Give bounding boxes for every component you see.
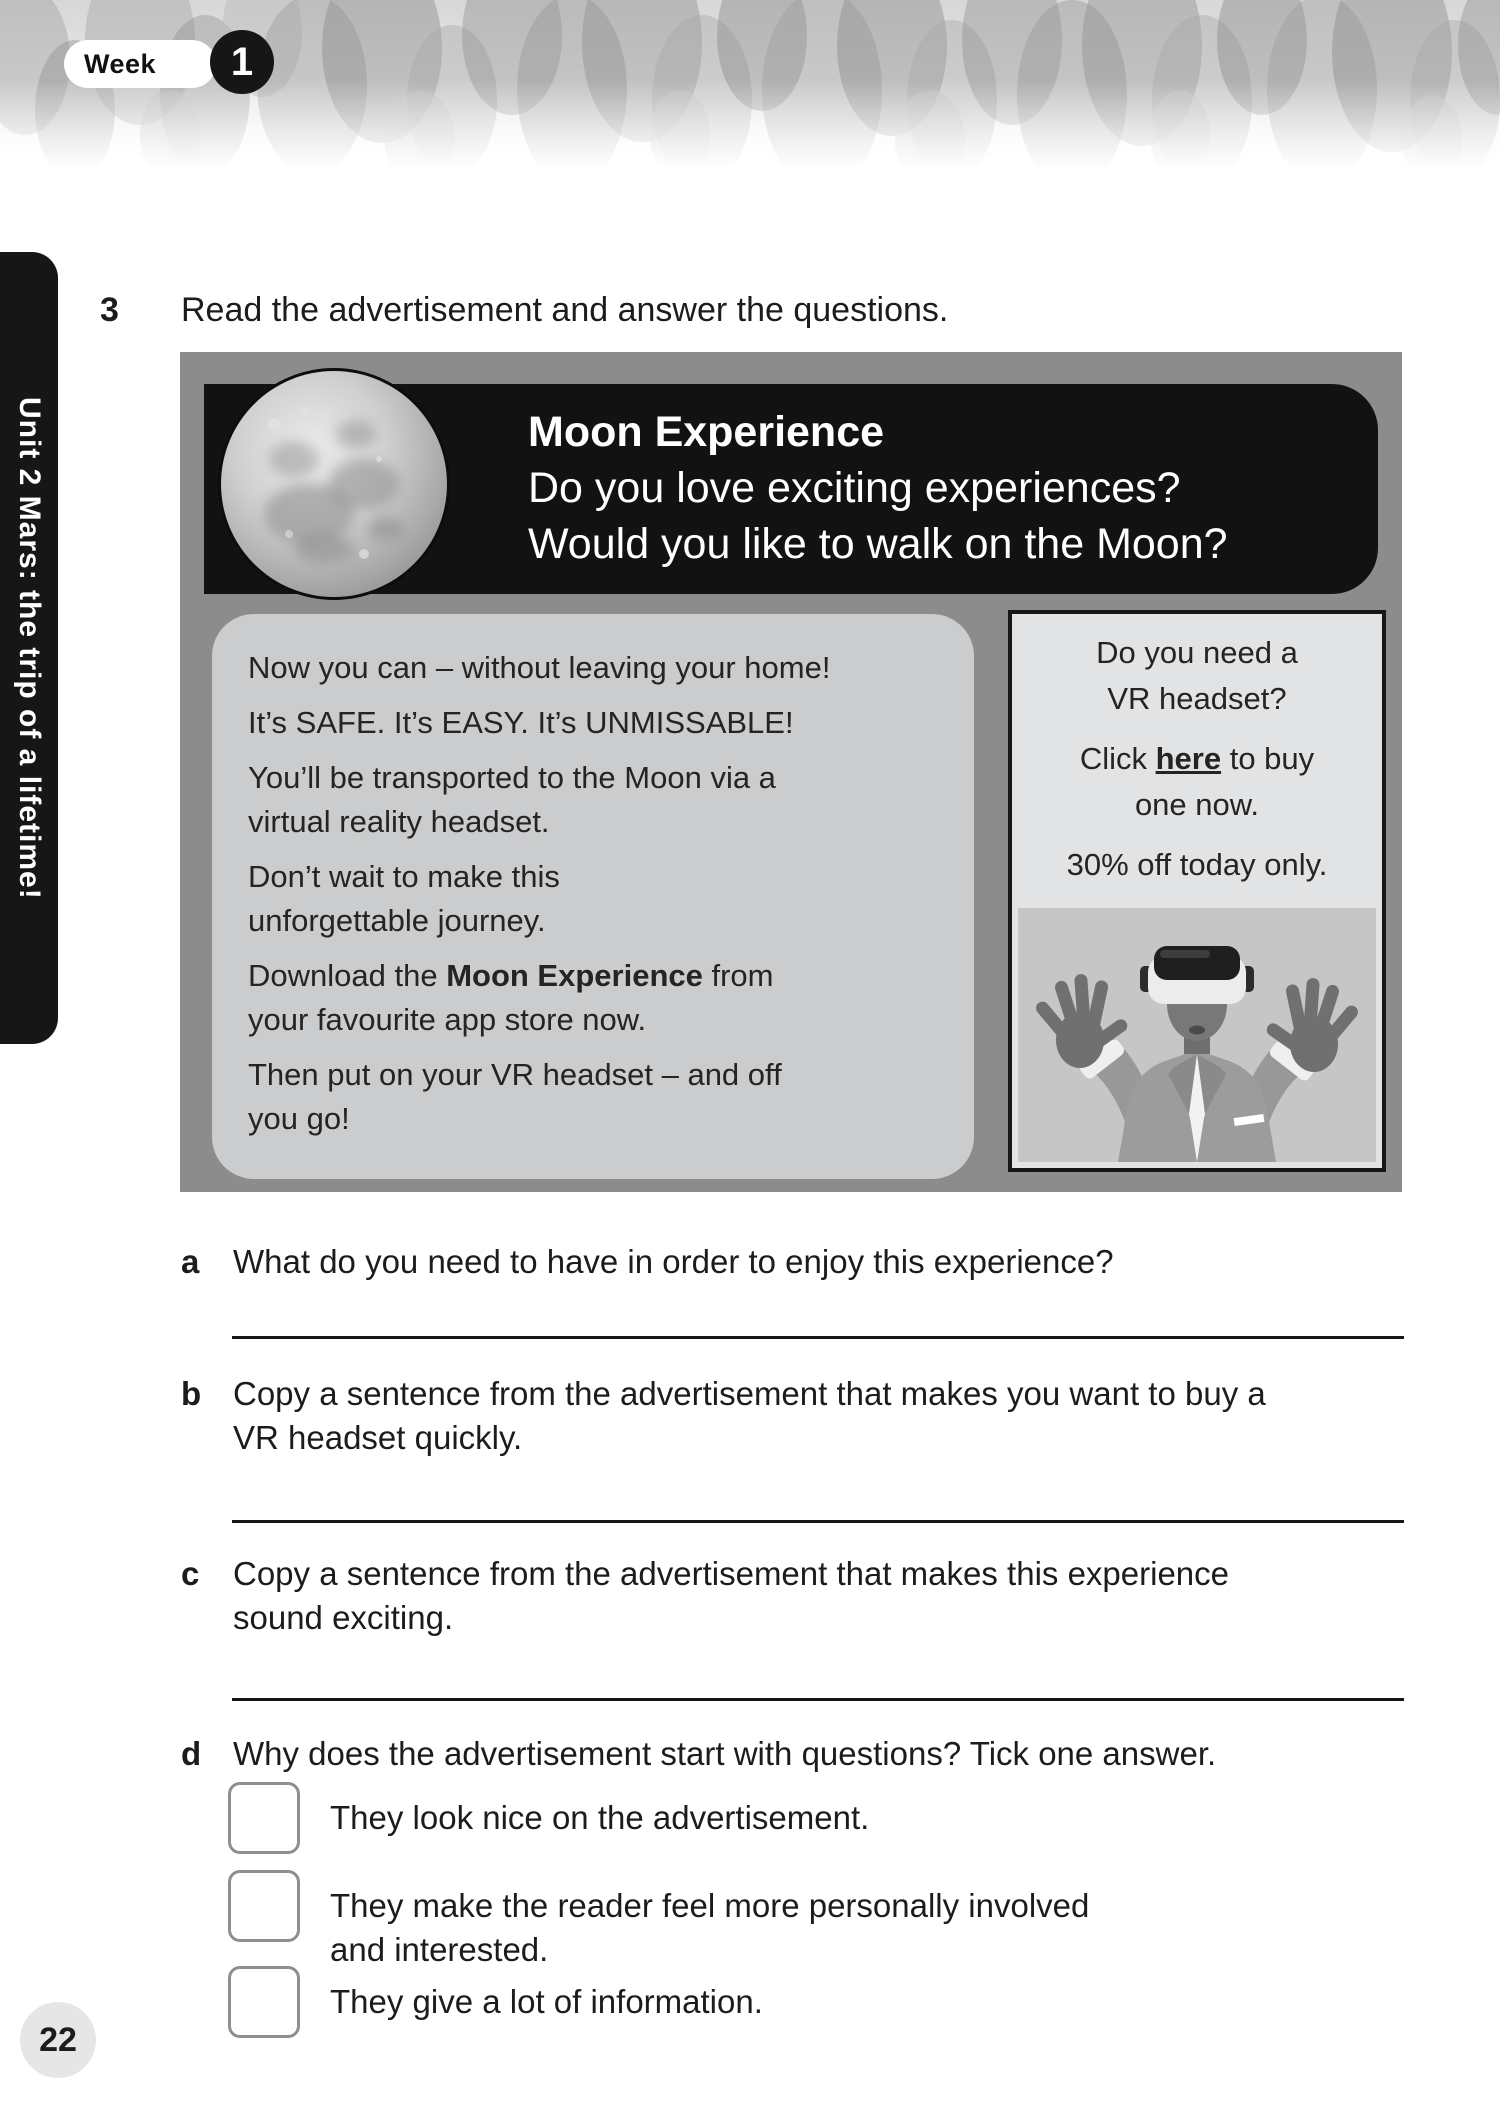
tick-option-2-text-line2: and interested. <box>330 1931 549 1968</box>
tick-option-2-text-line1: They make the reader feel more personally involved <box>330 1887 1090 1924</box>
ad-body-line: Then put on your VR headset – and off <box>248 1057 782 1092</box>
vr-offer-discount: 30% off today only. <box>1066 847 1328 882</box>
question-b-text-line2: VR headset quickly. <box>233 1419 523 1456</box>
exercise-instruction: Read the advertisement and answer the questions. <box>181 291 949 329</box>
ad-body-paragraph <box>248 855 944 943</box>
vr-headset-man-photo <box>1018 908 1376 1162</box>
unit-tab <box>0 252 58 1044</box>
question-a-text: What do you need to have in order to enjoy this experience? <box>233 1243 1114 1280</box>
answer-line-a[interactable] <box>232 1336 1404 1339</box>
tick-option-1 <box>228 1782 1380 1854</box>
app-name: Moon Experience <box>446 958 703 993</box>
question-a-label: a <box>181 1243 200 1280</box>
ad-body-line: your favourite app store now. <box>248 1002 647 1037</box>
question-b-label: b <box>181 1375 202 1412</box>
tick-option-1-text: They look nice on the advertisement. <box>330 1799 870 1836</box>
unit-tab-label: Unit 2 Mars: the trip of a lifetime! <box>13 396 46 900</box>
tick-option-2 <box>228 1870 1380 1972</box>
ad-body-line: Don’t wait to make this <box>248 859 560 894</box>
ad-body-line: It’s SAFE. It’s EASY. It’s UNMISSABLE! <box>248 705 794 740</box>
vr-offer-line <box>1012 736 1382 782</box>
question-d-label: d <box>181 1735 202 1772</box>
tick-option-3-text: They give a lot of information. <box>330 1983 763 2020</box>
ad-body-paragraph <box>248 756 944 844</box>
advertisement <box>180 352 1402 1192</box>
week-badge <box>64 30 254 96</box>
question-c-label: c <box>181 1555 200 1592</box>
header-banner <box>0 0 1500 170</box>
moon-photo <box>214 364 454 604</box>
ad-body-panel <box>212 614 974 1179</box>
vr-offer-line: one now. <box>1134 787 1260 822</box>
ad-body-line: from <box>702 958 774 993</box>
question-b-text-line1: Copy a sentence from the advertisement that makes you want to buy a <box>233 1375 1266 1412</box>
ad-body-line: Download the <box>248 958 447 993</box>
ad-body-paragraph <box>248 954 944 1042</box>
ad-body-line: virtual reality headset. <box>248 804 550 839</box>
ad-body-line: you go! <box>248 1101 350 1136</box>
ad-body-line: unforgettable journey. <box>248 903 546 938</box>
question-d-text: Why does the advertisement start with questions? Tick one answer. <box>233 1735 1217 1772</box>
ad-title: Moon Experience <box>528 408 885 456</box>
tick-checkbox-3[interactable] <box>228 1966 300 2038</box>
tick-checkbox-2[interactable] <box>228 1870 300 1942</box>
page-number: 22 <box>20 2002 96 2078</box>
tick-checkbox-1[interactable] <box>228 1782 300 1854</box>
question-c-text-line2: sound exciting. <box>233 1599 454 1636</box>
vr-offer-question <box>1012 630 1382 722</box>
tick-option-3 <box>228 1966 1380 2038</box>
week-number-circle: 1 <box>210 30 274 94</box>
question-c-text-line1: Copy a sentence from the advertisement that makes this experience <box>233 1555 1230 1592</box>
answer-line-b[interactable] <box>232 1520 1404 1523</box>
ad-body-line: You’ll be transported to the Moon via a <box>248 760 776 795</box>
here-link[interactable]: here <box>1155 741 1222 776</box>
vr-offer-line: VR headset? <box>1107 681 1287 716</box>
vr-offer-click <box>1012 736 1382 828</box>
ad-headline-line2: Would you like to walk on the Moon? <box>528 520 1228 568</box>
ad-body-line: Now you can – without leaving your home! <box>248 650 831 685</box>
answer-line-c[interactable] <box>232 1698 1404 1701</box>
vr-offer-line: Do you need a <box>1096 635 1298 670</box>
exercise-number: 3 <box>100 291 119 329</box>
ad-headline-line1: Do you love exciting experiences? <box>528 464 1181 512</box>
week-label: Week <box>64 40 216 88</box>
click-text: Click <box>1079 741 1156 776</box>
click-text: to buy <box>1221 741 1315 776</box>
ad-body-paragraph <box>248 1053 944 1141</box>
vr-offer-box <box>1008 610 1386 1172</box>
